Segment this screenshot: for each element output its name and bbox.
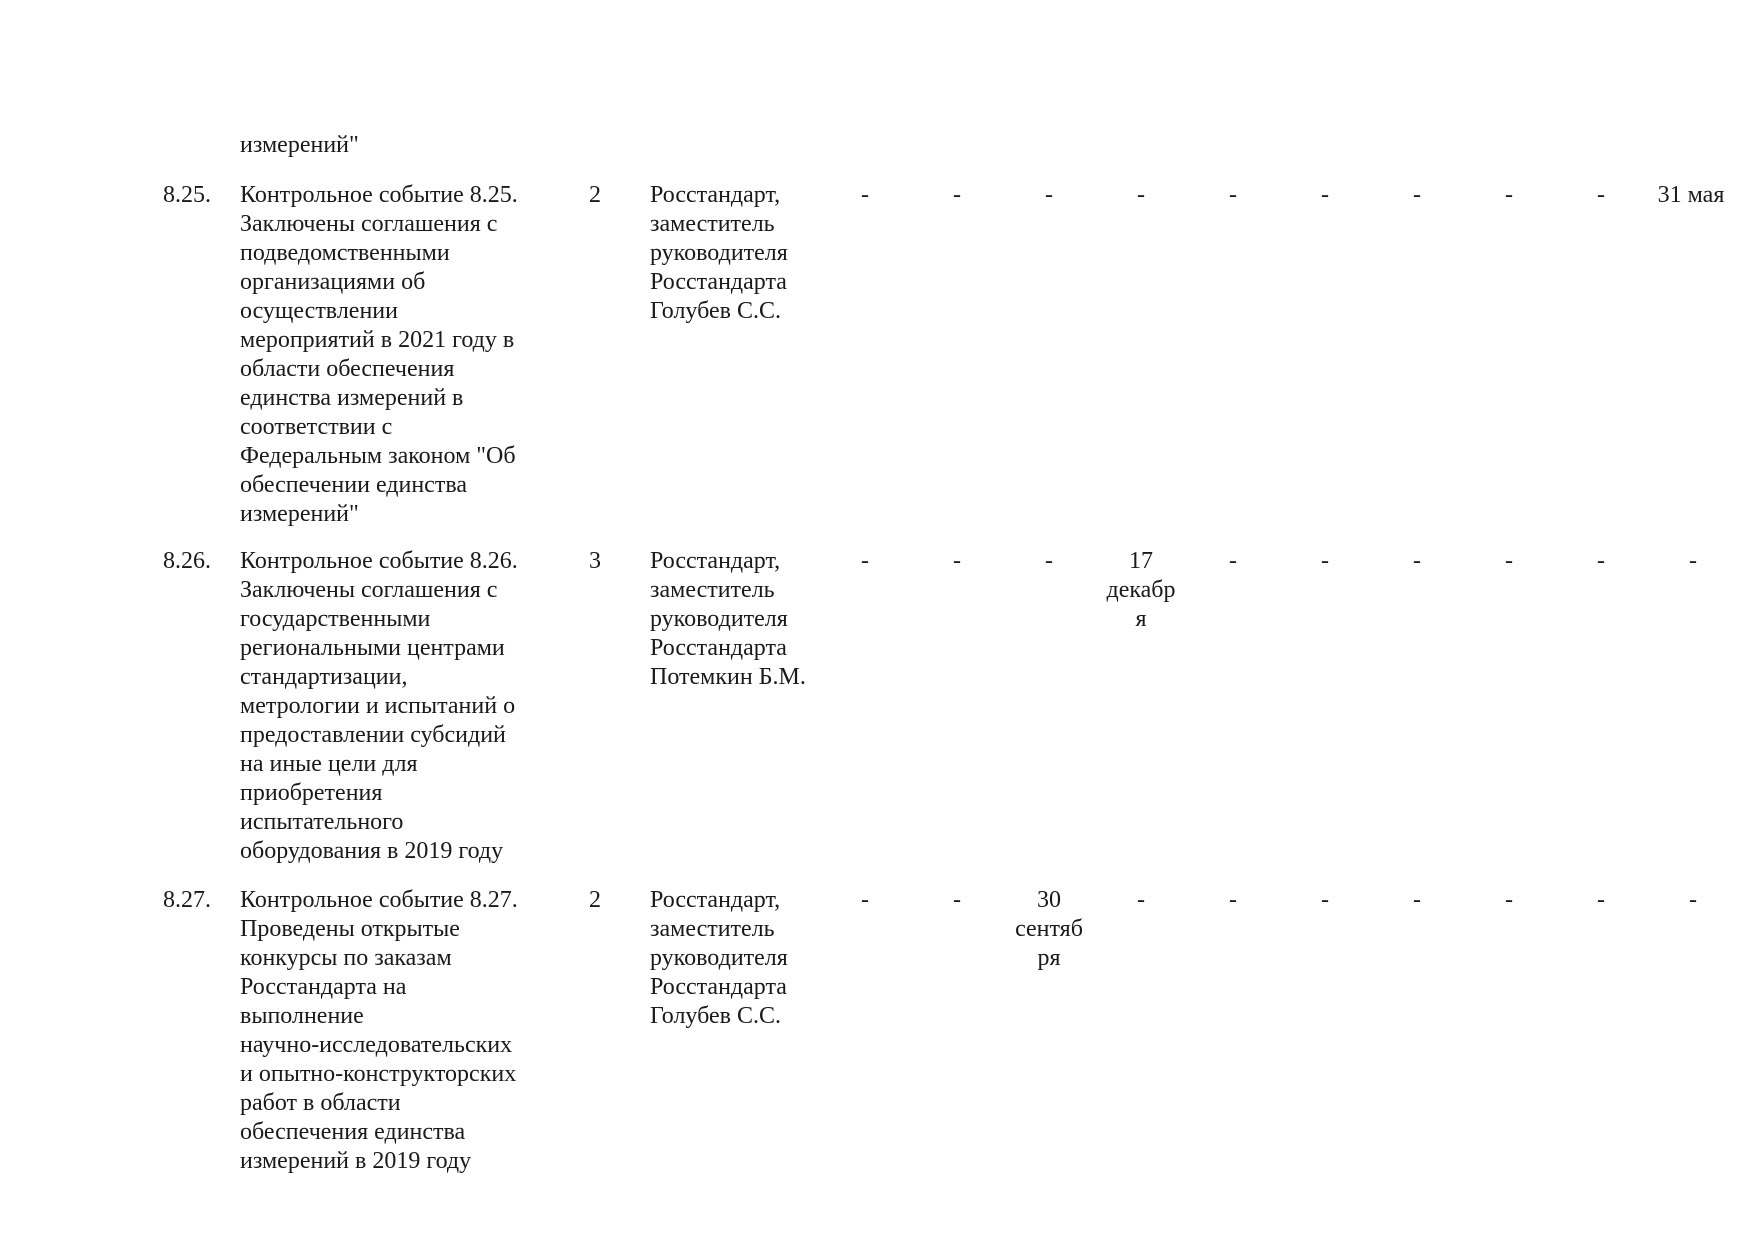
date-cell: - (1413, 182, 1421, 208)
row-number: 8.25. (163, 182, 211, 208)
date-cell: - (861, 548, 869, 574)
date-cell: - (1045, 548, 1053, 574)
row-description: Контрольное событие 8.26. Заключены соглашения с государственными региональными центрами стандартизации, метрологии и испытаний о предоставлении субсидий на иные цели для приобретения испытательного оборудования в 2019 году (240, 548, 518, 864)
row-responsible: Росстандарт, заместитель руководителя Росстандарта Голубев С.С. (650, 182, 788, 324)
date-cell: - (861, 887, 869, 913)
date-cell: - (1137, 182, 1145, 208)
date-cell: - (1505, 887, 1513, 913)
date-cell: - (953, 548, 961, 574)
row-priority: 2 (589, 887, 601, 913)
date-cell: - (953, 887, 961, 913)
date-cell: - (1597, 887, 1605, 913)
date-cell: - (1137, 887, 1145, 913)
date-cell: - (1413, 548, 1421, 574)
row-priority: 2 (589, 182, 601, 208)
date-cell: - (953, 182, 961, 208)
date-cell: - (1321, 182, 1329, 208)
row-number: 8.26. (163, 548, 211, 574)
date-cell: - (1229, 887, 1237, 913)
date-cell: 30 сентяб ря (1015, 887, 1083, 971)
date-cell: - (1229, 548, 1237, 574)
date-cell: 31 мая (1657, 182, 1725, 208)
date-cell: - (1689, 548, 1697, 574)
row-responsible: Росстандарт, заместитель руководителя Росстандарта Потемкин Б.М. (650, 548, 806, 690)
date-cell: - (1321, 887, 1329, 913)
date-cell: - (861, 182, 869, 208)
date-cell: - (1229, 182, 1237, 208)
date-cell: - (1321, 548, 1329, 574)
date-cell: - (1505, 548, 1513, 574)
date-cell: - (1597, 182, 1605, 208)
date-cell: - (1413, 887, 1421, 913)
date-cell: 17 декабр я (1106, 548, 1176, 632)
date-cell: - (1505, 182, 1513, 208)
date-cell: - (1597, 548, 1605, 574)
row-description: Контрольное событие 8.27. Проведены открытые конкурсы по заказам Росстандарта на выполнение научно-исследовательских и опытно-конструкторских работ в области обеспечения единства измерений в 2019 году (240, 887, 518, 1174)
row-priority: 3 (589, 548, 601, 574)
row-number: 8.27. (163, 887, 211, 913)
row-description: Контрольное событие 8.25. Заключены соглашения с подведомственными организациями об осуществлении мероприятий в 2021 году в области обеспечения единства измерений в соответствии с Федеральным законом "Об обеспечении единства измерений" (240, 182, 518, 527)
row-responsible: Росстандарт, заместитель руководителя Росстандарта Голубев С.С. (650, 887, 788, 1029)
date-cell: - (1045, 182, 1053, 208)
continuation-text: измерений" (240, 132, 359, 158)
date-cell: - (1689, 887, 1697, 913)
